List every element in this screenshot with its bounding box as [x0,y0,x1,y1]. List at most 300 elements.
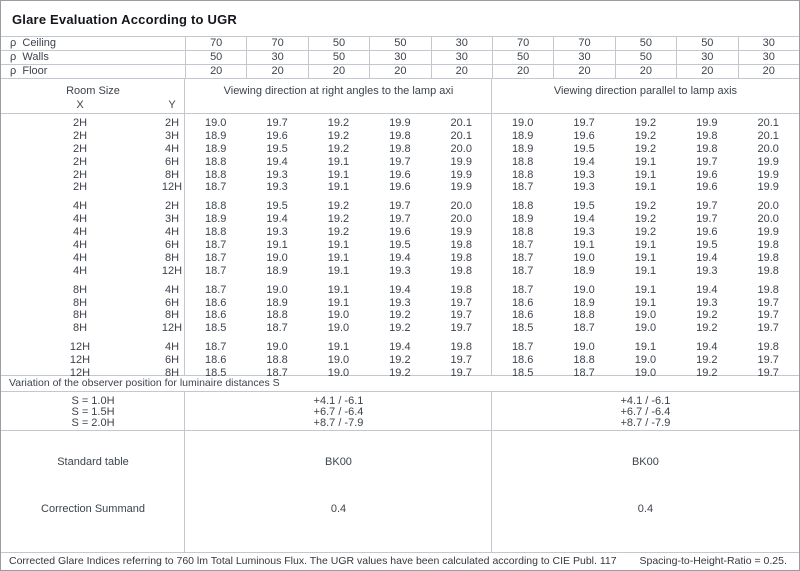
ugr-value-cell: 18.7 [511,283,534,296]
ugr-value-cell: 19.0 [511,117,534,129]
s-value-parallel: +4.1 / -6.1 [620,395,671,407]
ugr-value-cell: 18.7 [204,283,227,296]
ugr-value-cell: 19.9 [450,226,472,239]
room-size-label: Room Size [66,85,120,97]
ugr-value-cell: 18.9 [511,129,534,142]
ugr-value-cell: 19.7 [696,213,718,226]
ugr-value-cell: 19.9 [696,117,718,129]
room-y-cell: 12H [161,181,183,194]
ugr-value-cell: 18.8 [511,168,534,181]
ugr-value-cell: 19.4 [266,213,288,226]
reflectance-value-cell: 20 [676,65,737,78]
ugr-value-cell: 19.2 [327,213,350,226]
ugr-value-cell: 19.1 [634,168,657,181]
ugr-value-cell: 19.2 [634,200,657,213]
ugr-value-cell: 19.2 [696,367,718,380]
ugr-value-cell: 19.5 [573,142,595,155]
ugr-value-cell: 18.9 [511,213,534,226]
reflectance-value-cell: 50 [185,51,246,64]
room-y-cell: 8H [164,309,180,322]
ugr-value-cell: 19.4 [389,251,411,264]
reflectance-row [1,37,799,51]
ugr-row [1,252,799,265]
ugr-value-cell: 18.9 [511,142,534,155]
ugr-value-cell: 20.0 [757,213,779,226]
ugr-value-cell: 19.2 [696,354,718,367]
ugr-row [1,200,799,213]
ugr-value-cell: 19.7 [757,354,779,367]
ugr-value-cell: 19.8 [757,251,779,264]
ugr-value-cell: 20.0 [450,213,472,226]
s-distance-label: S = 1.5H [71,406,115,418]
ugr-value-cell: 19.7 [757,309,779,322]
ugr-value-cell: 19.9 [757,155,779,168]
ugr-value-cell: 19.2 [327,142,350,155]
ugr-value-cell: 18.7 [266,367,288,380]
ugr-value-cell: 18.8 [573,309,595,322]
ugr-value-cell: 19.6 [696,168,718,181]
reflectance-value-cell: 20 [492,65,553,78]
ugr-value-cell: 19.1 [327,239,350,252]
ugr-value-cell: 19.7 [450,367,472,380]
ugr-value-cell: 19.2 [634,129,657,142]
s-value-right-angle: +4.1 / -6.1 [313,395,364,407]
room-x-cell: 8H [72,322,88,335]
reflectance-label: ρ Walls [10,51,49,63]
ugr-value-cell: 19.2 [696,309,718,322]
correction-summand-row [1,493,799,525]
ugr-value-cell: 18.8 [511,226,534,239]
reflectance-value-cell: 70 [553,37,614,50]
xy-header [1,98,185,112]
ugr-value-cell: 18.5 [511,367,534,380]
ugr-value-cell: 19.7 [757,367,779,380]
room-x-cell: 4H [72,264,88,277]
ugr-value-cell: 19.1 [634,155,657,168]
ugr-group [1,117,799,194]
parallel-direction-header: Viewing direction parallel to lamp axis [553,85,738,97]
ugr-value-cell: 19.6 [389,226,411,239]
ugr-value-cell: 18.8 [204,226,227,239]
reflectance-value-cell: 20 [615,65,676,78]
ugr-row [1,239,799,252]
reflectance-value-cell: 20 [738,65,799,78]
room-x-cell: 2H [72,117,88,129]
ugr-row [1,143,799,156]
ugr-value-cell: 18.8 [204,168,227,181]
ugr-row [1,341,799,354]
room-y-cell: 8H [164,367,180,380]
ugr-value-cell: 19.7 [389,200,411,213]
standard-table-row [1,431,799,493]
ugr-value-cell: 19.6 [266,129,288,142]
correction-summand-value-parallel: 0.4 [637,503,654,515]
observer-variation-row [1,418,799,429]
ugr-value-cell: 18.7 [511,181,534,194]
reflectance-table [1,36,799,79]
ugr-row [1,297,799,310]
column-divider [184,392,185,430]
correction-summand-value-right-angle: 0.4 [330,503,347,515]
ugr-row [1,284,799,297]
room-x-cell: 12H [69,354,91,367]
reflectance-value-cell: 30 [738,37,799,50]
ugr-value-cell: 18.9 [204,142,227,155]
ugr-value-cell: 19.0 [634,322,657,335]
ugr-value-cell: 19.5 [266,142,288,155]
ugr-value-cell: 19.0 [573,283,595,296]
room-x-cell: 4H [72,200,88,213]
ugr-value-cell: 18.8 [266,309,288,322]
footer-note: Corrected Glare Indices referring to 760 lm Total Luminous Flux. The UGR values have been calculated according to CIE Publ. 117 [9,555,617,567]
ugr-value-cell: 18.7 [204,181,227,194]
ugr-value-cell: 19.9 [450,168,472,181]
ugr-value-cell: 18.9 [266,296,288,309]
ugr-row [1,354,799,367]
reflectance-value-cell: 50 [676,37,737,50]
s-distance-label: S = 1.0H [71,395,115,407]
ugr-value-cell: 19.2 [696,322,718,335]
ugr-value-cell: 19.7 [389,155,411,168]
ugr-value-cell: 19.7 [450,296,472,309]
reflectance-value-cell: 50 [308,51,369,64]
ugr-value-cell: 19.1 [327,155,350,168]
ugr-table-body [1,114,799,380]
room-y-cell: 4H [164,341,180,354]
ugr-value-cell: 19.8 [696,142,718,155]
ugr-value-cell: 18.7 [573,322,595,335]
ugr-value-cell: 19.4 [696,341,718,354]
ugr-value-cell: 19.8 [450,264,472,277]
ugr-value-cell: 19.2 [389,367,411,380]
s-distance-rows [1,396,799,429]
ugr-value-cell: 19.1 [634,296,657,309]
reflectance-value-cell: 30 [431,37,492,50]
ugr-value-cell: 19.1 [327,168,350,181]
ugr-value-cell: 19.0 [327,354,350,367]
ugr-value-cell: 19.8 [757,239,779,252]
ugr-value-cell: 19.7 [573,117,595,129]
ugr-value-cell: 19.1 [327,341,350,354]
ugr-value-cell: 19.5 [266,200,288,213]
column-divider [491,431,492,552]
ugr-row [1,156,799,169]
room-y-cell: 4H [164,226,180,239]
reflectance-value-cell: 20 [308,65,369,78]
ugr-value-cell: 18.9 [266,264,288,277]
room-x-cell: 4H [72,239,88,252]
ugr-value-cell: 19.5 [696,239,718,252]
room-x-cell: 2H [72,129,88,142]
ugr-value-cell: 19.3 [573,181,595,194]
spacing-height-ratio: Spacing-to-Height-Ratio = 0.25. [639,555,787,567]
reflectance-value-cell: 30 [369,51,430,64]
ugr-value-cell: 19.8 [389,142,411,155]
ugr-value-cell: 19.1 [634,341,657,354]
ugr-value-cell: 18.7 [511,251,534,264]
ugr-value-cell: 18.6 [511,296,534,309]
ugr-group [1,284,799,336]
ugr-value-cell: 19.5 [389,239,411,252]
ugr-value-cell: 19.6 [696,226,718,239]
ugr-value-cell: 19.4 [389,283,411,296]
room-y-cell: 4H [164,142,180,155]
reflectance-value-cell: 50 [492,51,553,64]
room-y-cell: 12H [161,322,183,335]
reflectance-value-cell: 30 [246,51,307,64]
s-value-parallel: +6.7 / -6.4 [620,406,671,418]
ugr-value-cell: 19.4 [696,251,718,264]
ugr-value-cell: 19.2 [634,142,657,155]
ugr-value-cell: 19.1 [634,264,657,277]
ugr-value-cell: 19.3 [266,226,288,239]
ugr-value-cell: 18.7 [511,239,534,252]
ugr-value-cell: 19.8 [450,283,472,296]
ugr-value-cell: 19.5 [573,200,595,213]
ugr-value-cell: 19.1 [327,264,350,277]
ugr-value-cell: 19.8 [450,341,472,354]
ugr-value-cell: 19.8 [450,239,472,252]
column-divider [491,79,492,375]
reflectance-value-cell: 20 [553,65,614,78]
ugr-value-cell: 19.8 [696,129,718,142]
ugr-value-cell: 19.0 [573,341,595,354]
room-y-cell: 3H [164,213,180,226]
observer-variation-section [1,392,799,431]
ugr-row [1,169,799,182]
ugr-value-cell: 18.6 [204,309,227,322]
summary-section [1,431,799,553]
ugr-value-cell: 19.0 [266,341,288,354]
ugr-value-cell: 19.6 [389,168,411,181]
ugr-value-cell: 19.6 [696,181,718,194]
ugr-value-cell: 19.3 [573,226,595,239]
ugr-row [1,130,799,143]
ugr-value-cell: 18.7 [266,322,288,335]
ugr-value-cell: 19.0 [266,283,288,296]
ugr-value-cell: 19.0 [634,354,657,367]
ugr-value-cell: 19.7 [696,200,718,213]
ugr-value-cell: 19.7 [450,354,472,367]
s-value-right-angle: +6.7 / -6.4 [313,406,364,418]
ugr-value-cell: 19.2 [327,129,350,142]
ugr-value-cell: 19.4 [266,155,288,168]
ugr-value-cell: 20.1 [450,117,472,129]
ugr-value-cell: 19.3 [389,296,411,309]
observer-variation-row [1,407,799,418]
ugr-table-header [1,79,799,114]
room-x-cell: 2H [72,155,88,168]
ugr-value-cell: 19.0 [634,367,657,380]
reflectance-value-cell: 30 [553,51,614,64]
room-x-cell: 4H [72,226,88,239]
ugr-value-cell: 18.6 [204,296,227,309]
room-y-cell: 6H [164,155,180,168]
ugr-value-cell: 18.9 [573,296,595,309]
ugr-value-cell: 19.2 [327,117,350,129]
reflectance-value-cell: 20 [246,65,307,78]
room-y-cell: 6H [164,239,180,252]
ugr-value-cell: 19.2 [389,309,411,322]
room-x-cell: 8H [72,296,88,309]
page-title: Glare Evaluation According to UGR [12,12,237,27]
ugr-value-cell: 19.9 [450,181,472,194]
ugr-value-cell: 20.0 [450,142,472,155]
ugr-value-cell: 19.7 [389,213,411,226]
observer-variation-row [1,396,799,407]
ugr-value-cell: 19.1 [327,181,350,194]
column-divider [491,392,492,430]
ugr-value-cell: 18.7 [204,251,227,264]
standard-table-label: Standard table [57,456,129,468]
standard-table-value-right-angle: BK00 [325,456,352,468]
ugr-value-cell: 19.2 [327,200,350,213]
ugr-value-cell: 18.7 [204,341,227,354]
room-x-cell: 12H [69,341,91,354]
ugr-value-cell: 18.5 [204,322,227,335]
reflectance-value-cell: 20 [369,65,430,78]
ugr-value-cell: 18.8 [204,200,227,213]
reflectance-value-cell: 70 [492,37,553,50]
ugr-value-cell: 19.1 [327,251,350,264]
room-x-cell: 4H [72,213,88,226]
ugr-value-cell: 19.2 [389,354,411,367]
ugr-value-cell: 18.9 [573,264,595,277]
ugr-value-cell: 20.0 [757,200,779,213]
room-y-cell: 3H [164,129,180,142]
s-value-right-angle: +8.7 / -7.9 [313,417,364,429]
ugr-value-cell: 18.6 [511,354,534,367]
ugr-value-cell: 19.4 [389,341,411,354]
room-x-cell: 8H [72,283,88,296]
ugr-value-cell: 19.2 [634,213,657,226]
ugr-value-cell: 19.8 [757,283,779,296]
room-x-cell: 12H [69,367,91,380]
column-divider [184,431,185,552]
ugr-value-cell: 19.0 [573,251,595,264]
s-value-parallel: +8.7 / -7.9 [620,417,671,429]
room-y-cell: 8H [164,168,180,181]
ugr-value-cell: 20.1 [757,117,779,129]
ugr-value-cell: 19.2 [327,226,350,239]
ugr-value-cell: 19.1 [327,296,350,309]
ugr-value-cell: 19.2 [389,322,411,335]
room-y-cell: 6H [164,354,180,367]
x-axis-label: X [76,99,84,111]
room-x-cell: 2H [72,142,88,155]
s-distance-label: S = 2.0H [71,417,115,429]
reflectance-value-cell: 30 [431,51,492,64]
ugr-value-cell: 19.0 [327,367,350,380]
ugr-row [1,367,799,380]
reflectance-row [1,51,799,65]
reflectance-value-cell: 50 [308,37,369,50]
ugr-value-cell: 19.2 [634,226,657,239]
ugr-value-cell: 18.9 [204,129,227,142]
ugr-value-cell: 19.7 [450,322,472,335]
ugr-value-cell: 18.9 [204,213,227,226]
ugr-value-cell: 19.7 [757,322,779,335]
ugr-value-cell: 18.8 [573,354,595,367]
ugr-value-cell: 19.0 [634,309,657,322]
reflectance-value-cell: 50 [615,37,676,50]
room-y-cell: 8H [164,251,180,264]
ugr-row [1,226,799,239]
ugr-table [1,79,799,380]
reflectance-value-cell: 20 [185,65,246,78]
ugr-value-cell: 19.1 [327,283,350,296]
reflectance-label: ρ Floor [10,65,48,77]
ugr-value-cell: 19.7 [696,155,718,168]
ugr-value-cell: 20.0 [450,200,472,213]
room-x-cell: 2H [72,168,88,181]
room-y-cell: 2H [164,117,180,129]
ugr-value-cell: 19.8 [757,341,779,354]
ugr-value-cell: 20.1 [757,129,779,142]
right-angle-direction-header: Viewing direction at right angles to the lamp axi [223,85,454,97]
ugr-value-cell: 19.8 [757,264,779,277]
ugr-value-cell: 19.8 [389,129,411,142]
room-y-cell: 12H [161,264,183,277]
ugr-value-cell: 19.4 [573,155,595,168]
ugr-value-cell: 18.6 [204,354,227,367]
ugr-value-cell: 18.8 [511,200,534,213]
standard-table-value-parallel: BK00 [631,456,659,468]
ugr-value-cell: 19.7 [757,296,779,309]
ugr-value-cell: 19.2 [634,117,657,129]
ugr-value-cell: 19.4 [573,213,595,226]
room-y-cell: 2H [164,200,180,213]
ugr-value-cell: 18.7 [204,239,227,252]
ugr-value-cell: 19.7 [266,117,288,129]
ugr-value-cell: 19.0 [327,322,350,335]
ugr-row [1,309,799,322]
ugr-value-cell: 18.8 [511,155,534,168]
column-divider [184,79,185,375]
reflectance-label: ρ Ceiling [10,37,56,49]
reflectance-value-cell: 50 [615,51,676,64]
ugr-value-cell: 19.8 [450,251,472,264]
ugr-value-cell: 19.1 [634,251,657,264]
ugr-value-cell: 19.3 [696,264,718,277]
ugr-value-cell: 19.0 [266,251,288,264]
room-size-header [1,79,185,113]
ugr-value-cell: 19.1 [573,239,595,252]
ugr-value-cell: 19.3 [389,264,411,277]
ugr-value-cell: 19.6 [389,181,411,194]
ugr-value-cell: 19.3 [266,181,288,194]
correction-summand-label: Correction Summand [41,503,145,515]
ugr-value-cell: 18.7 [511,264,534,277]
room-x-cell: 4H [72,251,88,264]
ugr-value-cell: 19.9 [389,117,411,129]
ugr-value-cell: 19.3 [573,168,595,181]
ugr-value-cell: 19.3 [696,296,718,309]
ugr-value-cell: 18.7 [511,341,534,354]
reflectance-row [1,65,799,79]
ugr-value-cell: 18.6 [511,309,534,322]
ugr-value-cell: 18.7 [204,264,227,277]
ugr-row [1,265,799,278]
ugr-row [1,213,799,226]
ugr-value-cell: 18.8 [204,155,227,168]
ugr-value-cell: 19.9 [757,168,779,181]
reflectance-value-cell: 30 [738,51,799,64]
reflectance-value-cell: 70 [185,37,246,50]
room-x-cell: 8H [72,309,88,322]
reflectance-value-cell: 50 [369,37,430,50]
ugr-group [1,200,799,277]
